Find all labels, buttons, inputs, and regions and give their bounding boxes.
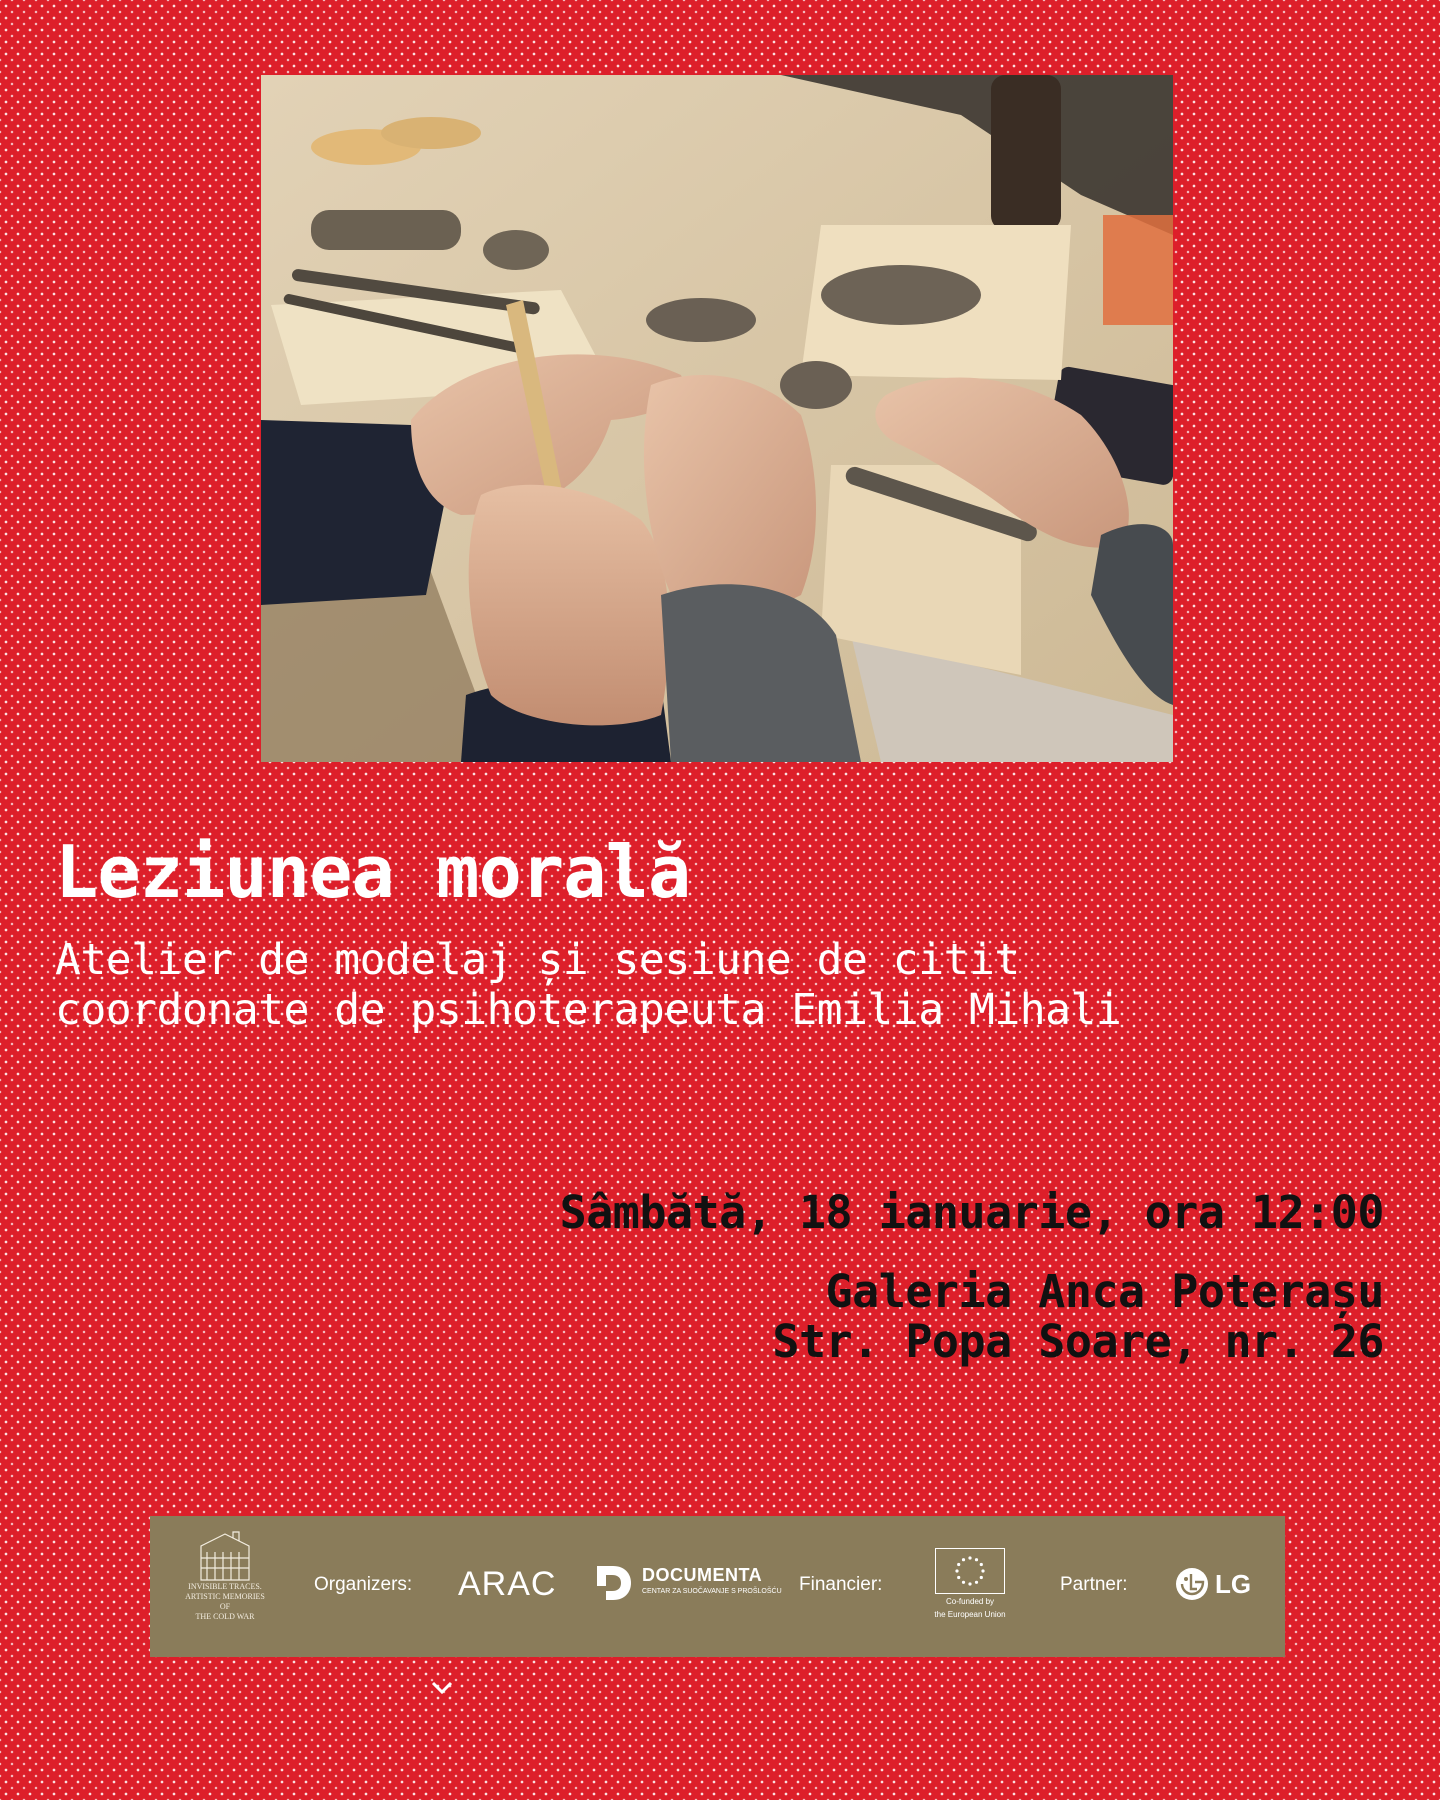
event-subtitle <box>55 935 1395 1035</box>
eu-text-line-1: Co-funded by <box>945 1597 995 1606</box>
event-date-time: Sâmbătă, 18 ianuarie, ora 12:00 <box>559 1186 1384 1239</box>
eu-text-line-2: the European Union <box>934 1610 1006 1619</box>
eu-flag-icon <box>935 1548 1005 1594</box>
documenta-d-icon <box>595 1564 633 1602</box>
documenta-name: DOCUMENTA <box>642 1565 763 1585</box>
subtitle-line-1: Atelier de modelaj și sesiune de citit <box>55 935 1020 985</box>
organizers-label: Organizers: <box>314 1574 413 1595</box>
building-icon <box>195 1530 255 1582</box>
venue-name: Galeria Anca Poterașu <box>825 1265 1384 1318</box>
documenta-subtitle: CENTAR ZA SUOČAVANJE S PROŠLOŠĆU <box>642 1588 782 1595</box>
event-location <box>560 1267 1384 1367</box>
event-info <box>560 1185 1384 1367</box>
financier-label: Financier: <box>799 1574 883 1595</box>
lg-text: LG <box>1215 1569 1252 1599</box>
logo-line-3: THE COLD WAR <box>195 1612 255 1621</box>
logo-line-2: ARTISTIC MEMORIES OF <box>185 1592 265 1611</box>
documenta-logo <box>595 1562 782 1606</box>
chevron-down-icon[interactable] <box>431 1680 453 1696</box>
venue-address: Str. Popa Soare, nr. 26 <box>772 1315 1384 1368</box>
partner-label: Partner: <box>1060 1574 1128 1595</box>
workshop-photo <box>261 75 1173 762</box>
eu-logo <box>928 1548 1012 1620</box>
sponsor-bar <box>150 1516 1285 1657</box>
logo-line-1: INVISIBLE TRACES. <box>188 1582 262 1591</box>
invisible-traces-logo <box>180 1530 270 1622</box>
subtitle-line-2: coordonate de psihoterapeuta Emilia Mihali <box>55 985 1122 1035</box>
lg-face-icon <box>1175 1567 1209 1601</box>
event-title: Leziunea morală <box>55 830 691 914</box>
arac-logo: ARAC <box>458 1565 557 1603</box>
